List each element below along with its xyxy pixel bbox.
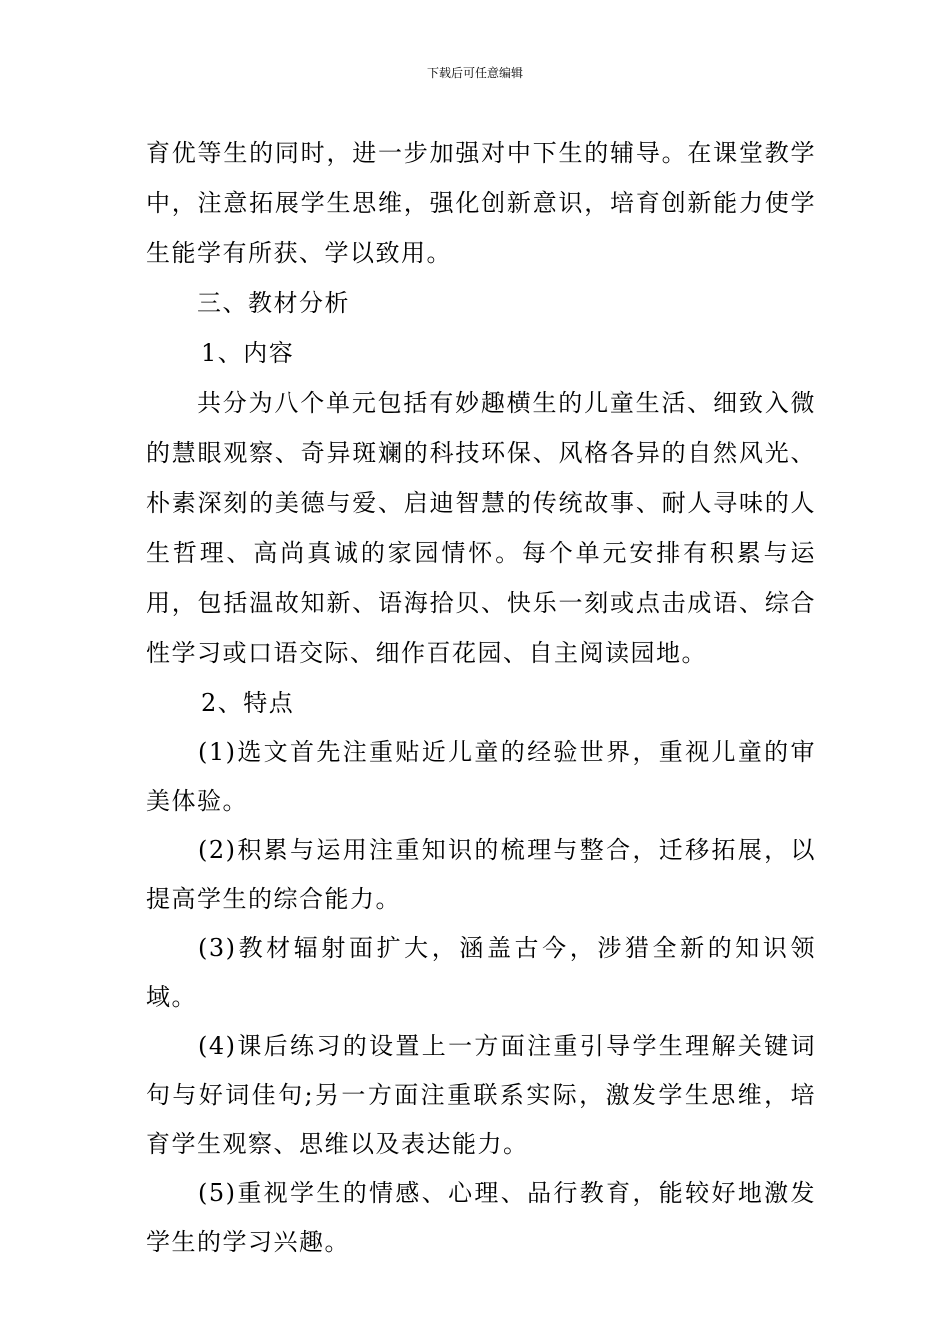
feature-item-5: (5)重视学生的情感、心理、品行教育，能较好地激发学生的学习兴趣。 (146, 1179, 816, 1256)
document-body (146, 128, 816, 1267)
paragraph-continuation: 育优等生的同时，进一步加强对中下生的辅导。在课堂教学中，注意拓展学生思维，强化创新意识，培育创新能力使学生能学有所获、学以致用。 (146, 139, 816, 267)
feature-item-4: (4)课后练习的设置上一方面注重引导学生理解关键词句与好词佳句;另一方面注重联系实际，激发学生思维，培育学生观察、思维以及表达能力。 (146, 1032, 816, 1158)
section-heading-materials-analysis: 三、教材分析 (197, 289, 350, 317)
feature-item-1: (1)选文首先注重贴近儿童的经验世界，重视儿童的审美体验。 (146, 738, 816, 815)
page-header: 下载后可任意编辑 (426, 66, 523, 80)
subheading-content: 1、内容 (201, 339, 295, 367)
subheading-features: 2、特点 (201, 689, 295, 717)
paragraph-content: 共分为八个单元包括有妙趣横生的儿童生活、细致入微的慧眼观察、奇异斑斓的科技环保、风格各异的自然风光、朴素深刻的美德与爱、启迪智慧的传统故事、耐人寻味的人生哲理、高尚真诚的家园情怀。每个单元安排有积累与运用，包括温故知新、语海拾贝、快乐一刻或点击成语、综合性学习或口语交际、细作百花园、自主阅读园地。 (146, 389, 816, 667)
feature-item-3: (3)教材辐射面扩大，涵盖古今，涉猎全新的知识领域。 (146, 934, 816, 1011)
feature-item-2: (2)积累与运用注重知识的梳理与整合，迁移拓展，以提高学生的综合能力。 (146, 836, 816, 913)
